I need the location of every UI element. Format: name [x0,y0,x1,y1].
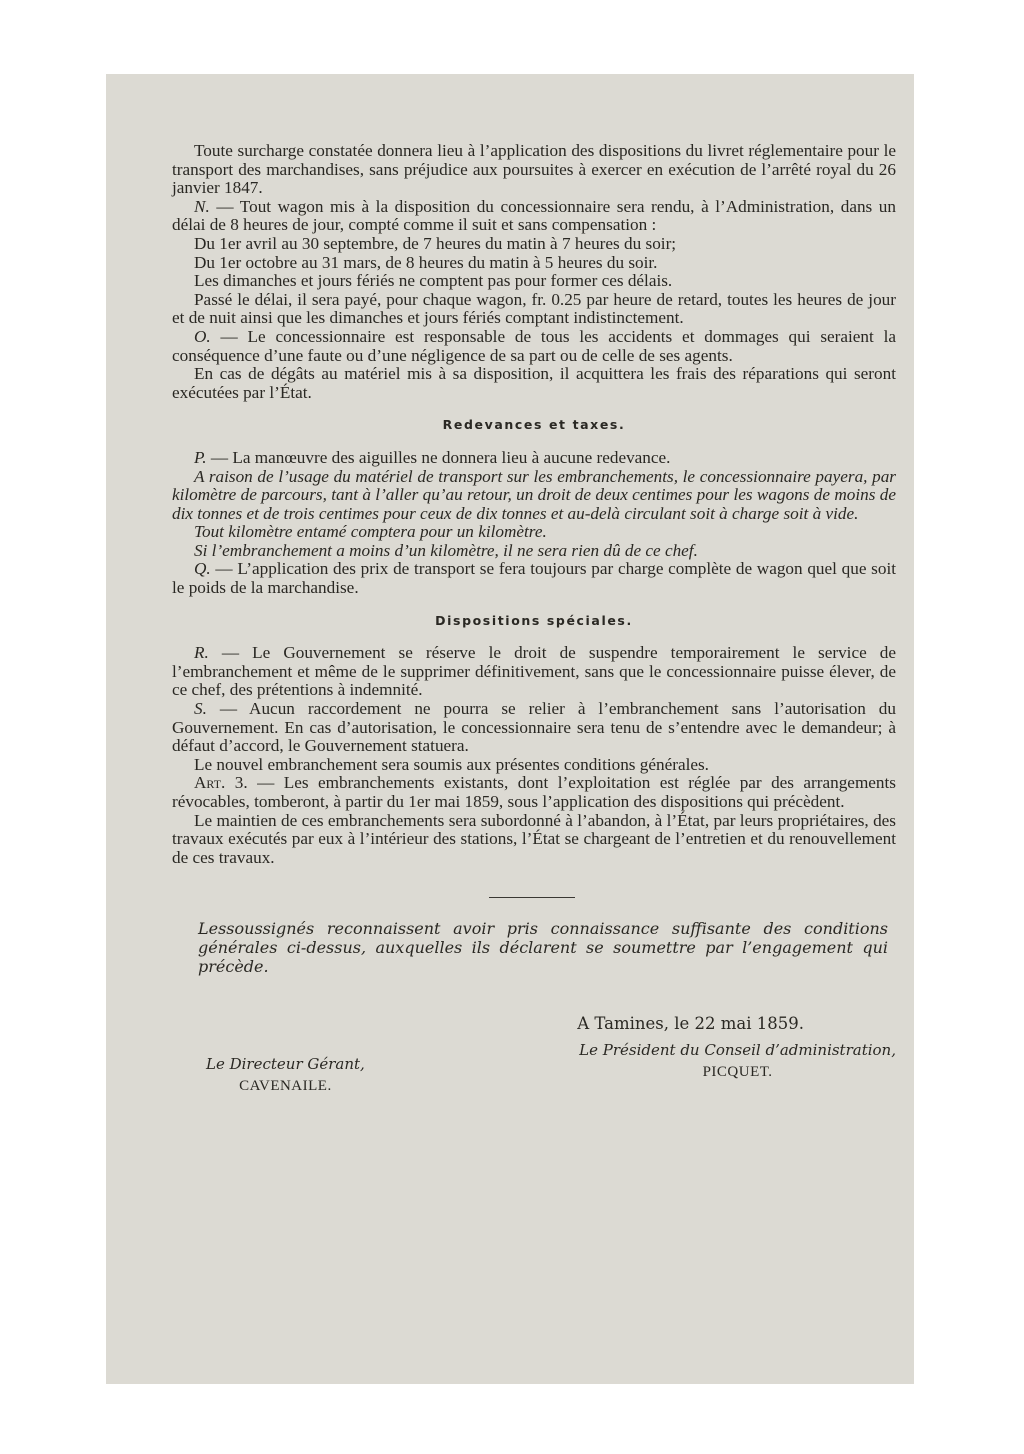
paragraph: Toute surcharge constatée donnera lieu à l’application des dispositions du livret réglementaire pour le transport des marchandises, sans préjudice aux poursuites à exercer en exécution de l’arrêté royal du 26 janvier 1847. [172,141,896,198]
article-number: Art. 3. [194,773,248,793]
signatory-president [579,1039,896,1097]
paragraph: Le maintien de ces embranchements sera subordonné à l’abandon, à l’État, par leurs propriétaires, des travaux exécutés par eux à l’intérieur des stations, l’État se chargeant de l’entretien et du renouvellement de ces travaux. [172,810,896,867]
article-3: Art. 3. — Les embranchements existants, dont l’exploitation est réglée par des arrangements révocables, tomberont, à partir du 1er mai 1859, sous l’application des dispositions qui précèdent. [172,773,896,811]
article-letter: R. [194,643,209,663]
article-letter: O. [194,326,211,346]
section-dispositions [172,644,896,867]
section-redevances [172,449,896,598]
signatory-name: PICQUET. [702,1064,773,1081]
section-heading-dispositions: Dispositions spéciales. [435,612,633,628]
separator-rule [489,897,575,898]
paragraph: Du 1er avril au 30 septembre, de 7 heures du matin à 7 heures du soir; [194,233,677,253]
article-o: O. — Le concessionnaire est responsable de tous les accidents et dommages qui seraient la conséquence d’une faute ou d’une négligence de sa part ou de celle de ses agents. [172,326,896,365]
section-general-conditions [172,142,896,402]
paragraph: En cas de dégâts au matériel mis à sa disposition, il acquittera les frais des réparations qui seront exécutées par l’État. [172,364,896,402]
signatory-role: Le Directeur Gérant, [206,1055,365,1074]
document-page [106,74,914,1384]
signatory-name: CAVENAILE. [239,1078,332,1095]
article-letter: Q. [194,559,211,579]
paragraph: Tout kilomètre entamé comptera pour un kilomètre. [194,522,547,542]
place-and-date: A Tamines, le 22 mai 1859. [577,1014,804,1034]
article-p: P. — La manœuvre des aiguilles ne donnera lieu à aucune redevance. [194,447,671,467]
paragraph: Le nouvel embranchement sera soumis aux présentes conditions générales. [194,754,709,774]
article-letter: S. [194,699,207,719]
article-q: Q. — L’application des prix de transport se fera toujours par charge complète de wagon quel que soit le poids de la marchandise. [172,559,896,598]
document-body [172,142,896,867]
article-n: N. — Tout wagon mis à la disposition du concessionnaire sera rendu, à l’Administration, dans un délai de 8 heures de jour, compté comme il suit et sans compensation : [172,196,896,235]
section-heading-redevances: Redevances et taxes. [442,417,626,433]
signatory-director [206,1053,365,1097]
signatory-role: Le Président du Conseil d’administration, [579,1041,896,1060]
closing-statement: Lessoussignés reconnaissent avoir pris connaissance suffisante des conditions générales ci-dessus, auxquelles ils déclarent se soumettre par l’engagement qui précède. [198,919,888,976]
article-r: R. — Le Gouvernement se réserve le droit de suspendre temporairement le service de l’embranchement et même de le supprimer définitivement, sans que le concessionnaire puisse élever, de ce chef, des prétentions à indemnité. [172,643,896,700]
paragraph: Les dimanches et jours fériés ne comptent pas pour former ces délais. [194,271,673,291]
article-letter: P. [194,447,207,467]
paragraph: Du 1er octobre au 31 mars, de 8 heures du matin à 5 heures du soir. [194,252,658,272]
paragraph: A raison de l’usage du matériel de transport sur les embranchements, le concessionnaire payera, par kilomètre de parcours, tant à l’aller qu’au retour, un droit de deux centimes pour les wagons de moins de dix tonnes et de trois centimes pour ceux de dix tonnes et au-delà circulant soit à charge soit à vide. [172,466,896,523]
article-letter: N. [194,196,210,216]
article-s: S. — Aucun raccordement ne pourra se relier à l’embranchement sans l’autorisation du Gouvernement. En cas d’autorisation, le concessionnaire sera tenu de s’entendre avec le demandeur; à défaut d’accord, le Gouvernement statuera. [172,699,896,756]
signature-block [206,1039,896,1097]
paragraph: Si l’embranchement a moins d’un kilomètre, il ne sera rien dû de ce chef. [194,540,698,560]
paragraph: Passé le délai, il sera payé, pour chaque wagon, fr. 0.25 par heure de retard, toutes les heures de jour et de nuit ainsi que les dimanches et jours fériés comptant indistinctement. [172,289,896,328]
